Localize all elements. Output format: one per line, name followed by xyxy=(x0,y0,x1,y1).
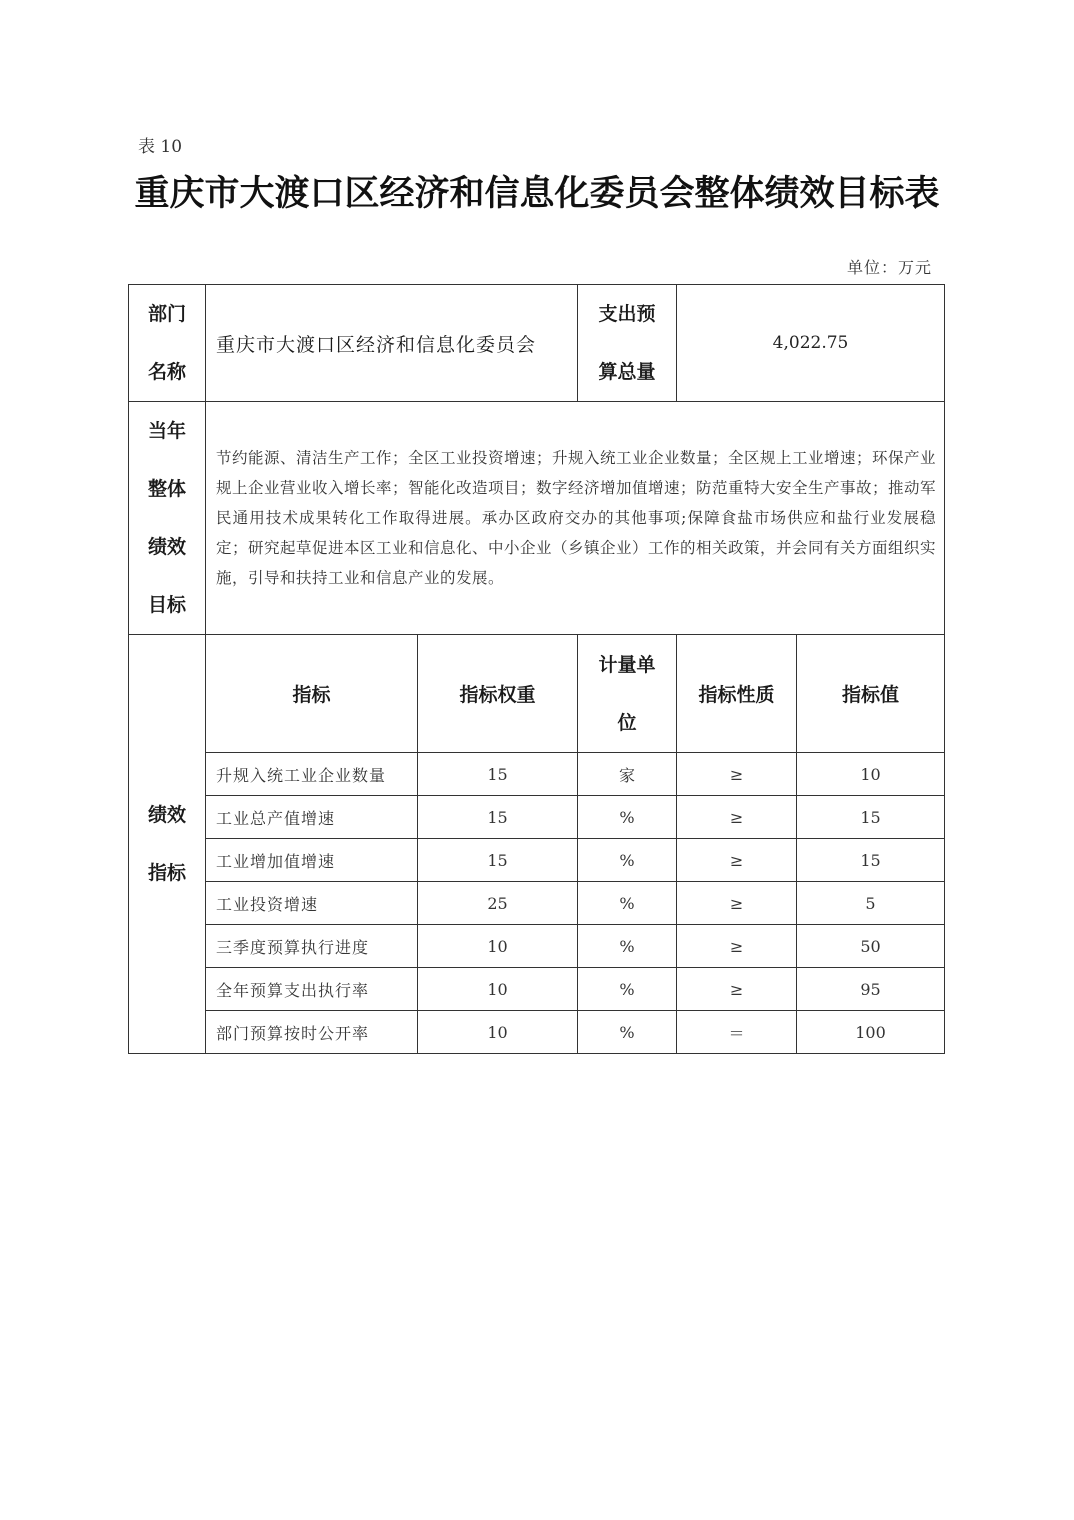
unit-label: 单位：万元 xyxy=(846,258,932,277)
row-indicator-name: 部门预算按时公开率 xyxy=(206,1011,418,1054)
performance-target-table xyxy=(128,284,945,1054)
row-weight: 15 xyxy=(418,753,578,796)
row-value: 15 xyxy=(797,796,945,839)
header-unit xyxy=(578,635,677,753)
table-number: 表 10 xyxy=(138,137,183,157)
row-value: 100 xyxy=(797,1011,945,1054)
row-indicator-name: 全年预算支出执行率 xyxy=(206,968,418,1011)
indicator-label-line1: 绩效 xyxy=(147,804,186,826)
row-weight: 15 xyxy=(418,796,578,839)
goal-text: 节约能源、清洁生产工作；全区工业投资增速；升规入统工业企业数量；全区规上工业增速；环保产业规上企业营业收入增长率；智能化改造项目；数字经济增加值增速；防范重特大安全生产事故；推动军民通用技术成果转化工作取得进展。承办区政府交办的其他事项;保障食盐市场供应和盐行业发展稳定；研究起草促进本区工业和信息化、中小企业（乡镇企业）工作的相关政策，并会同有关方面组织实施，引导和扶持工业和信息产业的发展。 xyxy=(206,402,945,635)
table-row xyxy=(129,796,945,839)
row-indicator-name: 工业投资增速 xyxy=(206,882,418,925)
row-indicator-name: 工业增加值增速 xyxy=(206,839,418,882)
table-row xyxy=(129,839,945,882)
row-weight: 10 xyxy=(418,968,578,1011)
row-value: 10 xyxy=(797,753,945,796)
table-row xyxy=(129,968,945,1011)
row-indicator-name: 三季度预算执行进度 xyxy=(206,925,418,968)
row-nature: ≥ xyxy=(677,882,797,925)
row-value: 50 xyxy=(797,925,945,968)
row-unit: % xyxy=(578,1011,677,1054)
table-row xyxy=(129,753,945,796)
row-nature: ≥ xyxy=(677,968,797,1011)
row-weight: 10 xyxy=(418,925,578,968)
row-unit: 家 xyxy=(578,753,677,796)
goal-label-cell xyxy=(129,402,206,635)
header-unit-line1: 计量单 xyxy=(598,653,656,676)
row-value: 15 xyxy=(797,839,945,882)
goal-row xyxy=(129,402,945,635)
dept-label-line2: 名称 xyxy=(147,361,186,383)
row-indicator-name: 升规入统工业企业数量 xyxy=(206,753,418,796)
row-value: 95 xyxy=(797,968,945,1011)
goal-label-line4: 目标 xyxy=(147,594,186,616)
budget-label-line1: 支出预 xyxy=(598,303,656,325)
dept-row xyxy=(129,285,945,402)
goal-label-line2: 整体 xyxy=(147,478,186,500)
row-unit: % xyxy=(578,925,677,968)
row-value: 5 xyxy=(797,882,945,925)
goal-label-line1: 当年 xyxy=(147,420,186,442)
table-row xyxy=(129,925,945,968)
row-unit: % xyxy=(578,882,677,925)
table-row xyxy=(129,1011,945,1054)
budget-label-cell xyxy=(578,285,677,402)
document-title: 重庆市大渡口区经济和信息化委员会整体绩效目标表 xyxy=(134,174,940,214)
row-nature: ≥ xyxy=(677,839,797,882)
row-nature: ≥ xyxy=(677,796,797,839)
row-weight: 25 xyxy=(418,882,578,925)
row-nature: ≥ xyxy=(677,925,797,968)
table-row xyxy=(129,882,945,925)
header-value: 指标值 xyxy=(797,635,945,753)
header-nature: 指标性质 xyxy=(677,635,797,753)
header-indicator: 指标 xyxy=(206,635,418,753)
row-unit: % xyxy=(578,796,677,839)
row-weight: 15 xyxy=(418,839,578,882)
row-weight: 10 xyxy=(418,1011,578,1054)
indicator-label-line2: 指标 xyxy=(147,862,186,884)
indicator-label-cell xyxy=(129,635,206,1054)
dept-label-cell xyxy=(129,285,206,402)
budget-value: 4,022.75 xyxy=(677,285,945,402)
row-unit: % xyxy=(578,968,677,1011)
header-weight: 指标权重 xyxy=(418,635,578,753)
row-indicator-name: 工业总产值增速 xyxy=(206,796,418,839)
header-unit-line2: 位 xyxy=(617,711,637,734)
dept-name: 重庆市大渡口区经济和信息化委员会 xyxy=(206,285,578,402)
budget-label-line2: 算总量 xyxy=(598,361,656,383)
row-nature: ＝ xyxy=(677,1011,797,1054)
row-nature: ≥ xyxy=(677,753,797,796)
goal-label-line3: 绩效 xyxy=(147,536,186,558)
row-unit: % xyxy=(578,839,677,882)
indicator-header-row xyxy=(129,635,945,753)
dept-label-line1: 部门 xyxy=(147,303,186,325)
